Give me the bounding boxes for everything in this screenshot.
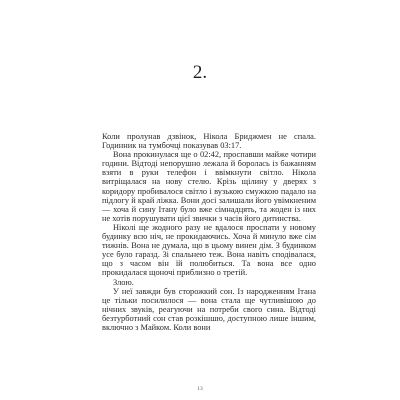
paragraph-3: Ніколі ще жодного разу не вдалося проспати у новому будинку всю ніч, не прокидаючись. Хоча й минуло вже сім тижнів. Вона не думала, що в цьому винен дім. З будинком усе було гаразд. Зі спальнею теж. Вона навіть сподівалася, що з часом він їй полюбиться. Та вона все одно прокидалася щоночі приблизно о третій. <box>102 222 316 278</box>
body-text <box>102 132 316 332</box>
chapter-heading: 2. <box>192 62 208 83</box>
paragraph-1: Коли пролунав дзвінок, Нікола Бриджмен не спала. Годинник на тумбочці показував 03:17. <box>102 132 316 151</box>
paragraph-2: Вона прокинулася ще о 02:42, проспавши майже чотири години. Відтоді непорушно лежала й боролась із бажанням взяти в руки телефон і ввімкнути світло. Нікола витріщалася на нову стелю. Крізь щілину у дверях з коридору пробивалося світло і вузькою смужкою падало на підлогу й край ліжка. Вони досі залишали його увімкненим — хоча й сину Ітану було вже сімнадцять, та жоден із них не хотів порушувати цієї звички з часів його дитинства. <box>102 150 316 223</box>
paragraph-5: У неї завжди був сторожкий сон. Із народженням Ітана це тільки посилилося — вона стала ще чутливішою до нічних звуків, реагуючи на потреби свого сина. Відтоді безтурботний сон став розкішшю, доступною лише іншим, включно з Майком. Коли вони <box>102 286 316 332</box>
paragraph-4: Злою. <box>113 277 134 287</box>
page-number: 13 <box>197 386 203 392</box>
